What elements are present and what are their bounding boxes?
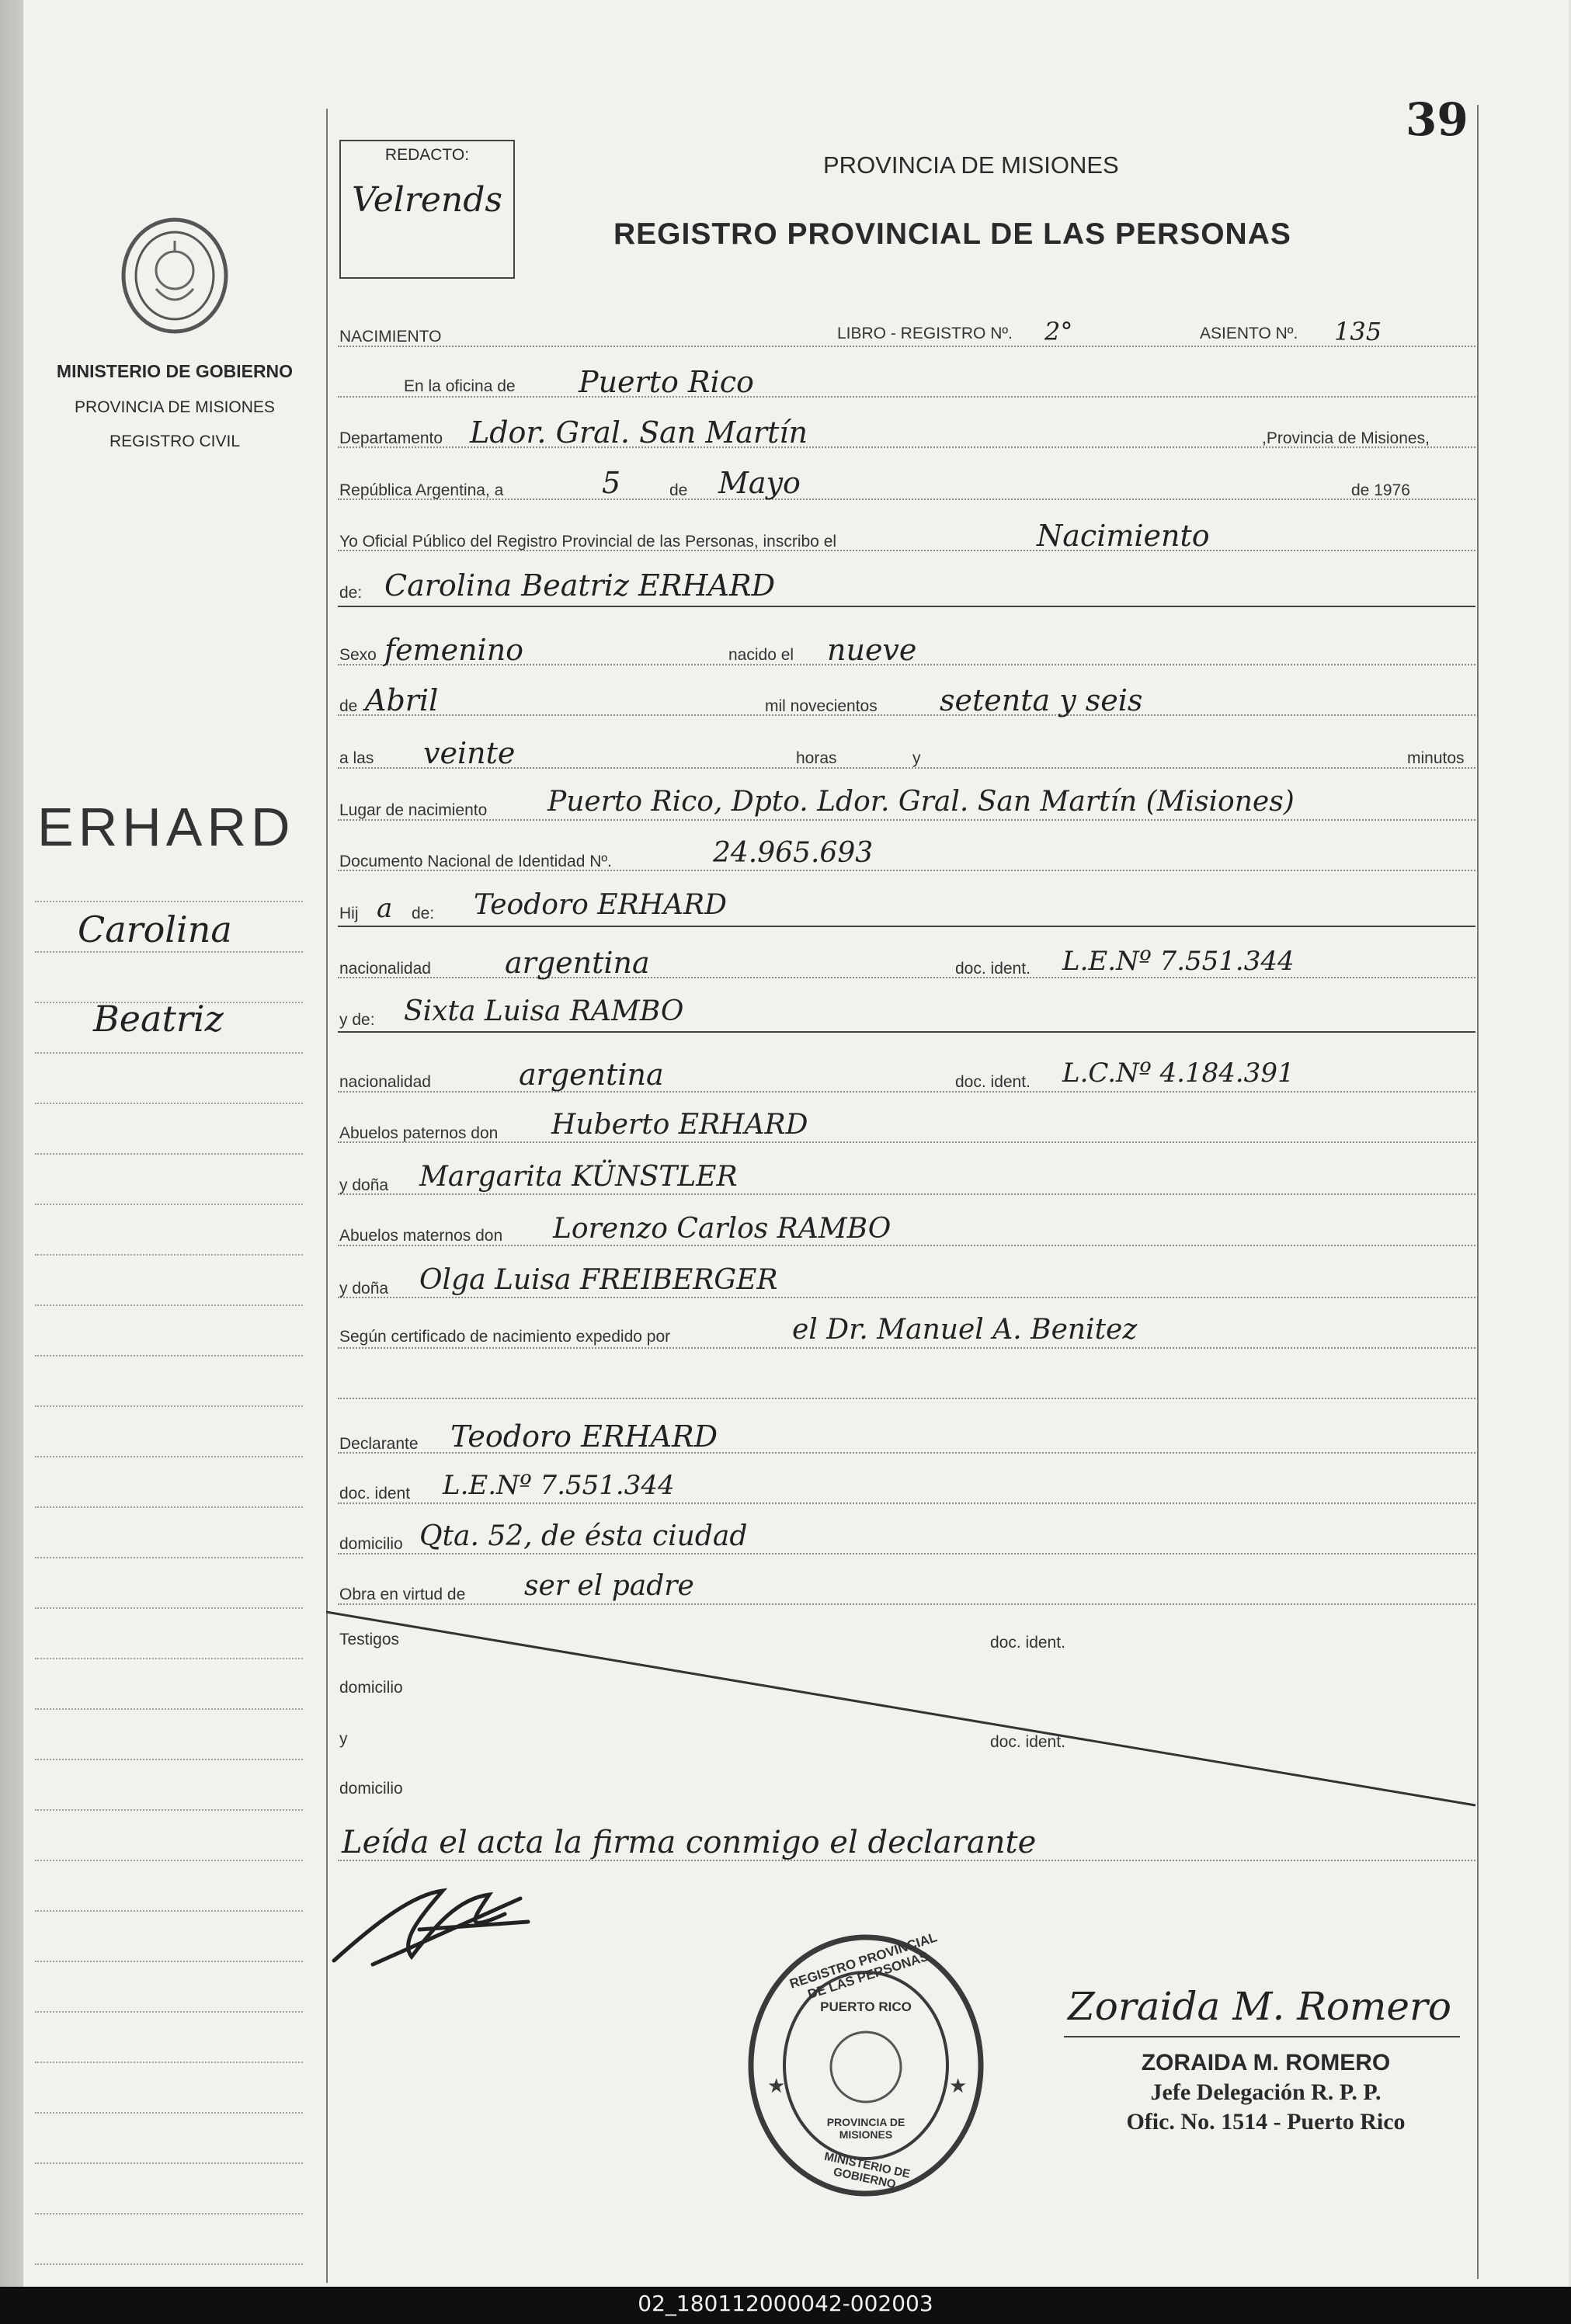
page-number: 39 bbox=[1406, 93, 1468, 146]
margin-name2: Beatriz bbox=[93, 998, 224, 1040]
hijo-label-a: Hij bbox=[339, 905, 359, 922]
certificado-label: Según certificado de nacimiento expedido por bbox=[339, 1328, 671, 1346]
margin-rule bbox=[35, 1910, 303, 1912]
dia-value: 5 bbox=[602, 466, 621, 500]
anio-label: de 1976 bbox=[1351, 481, 1410, 499]
row-rule bbox=[338, 1091, 1475, 1093]
departamento-value: Ldor. Gral. San Martín bbox=[470, 415, 808, 450]
header-province: PROVINCIA DE MISIONES bbox=[823, 151, 1119, 179]
obra-label: Obra en virtud de bbox=[339, 1586, 466, 1603]
margin-rule bbox=[35, 1002, 303, 1003]
acto-value: Nacimiento bbox=[1037, 519, 1210, 553]
margin-rule bbox=[35, 1103, 303, 1104]
ministry-province: PROVINCIA DE MISIONES bbox=[75, 398, 275, 416]
docident4-label: doc. ident. bbox=[990, 1634, 1065, 1652]
row-rule bbox=[338, 1193, 1475, 1195]
official-signature: Zoraida M. Romero bbox=[1068, 1984, 1451, 2029]
minutos-label: minutos bbox=[1407, 749, 1465, 767]
mil-label: mil novecientos bbox=[765, 697, 878, 715]
libro-value: 2° bbox=[1044, 317, 1073, 346]
coat-of-arms-icon bbox=[116, 217, 233, 334]
margin-name1: Carolina bbox=[78, 908, 232, 950]
declarante-value: Teodoro ERHARD bbox=[450, 1419, 718, 1454]
margin-rule bbox=[35, 1355, 303, 1357]
abuelo-mat-value: Lorenzo Carlos RAMBO bbox=[553, 1213, 892, 1245]
docident3-value: L.E.Nº 7.551.344 bbox=[443, 1470, 675, 1501]
row-rule bbox=[338, 1347, 1475, 1349]
row-rule bbox=[338, 1141, 1475, 1143]
docident3-label: doc. ident bbox=[339, 1485, 411, 1502]
stamp-inner-bottom: PROVINCIA DE MISIONES bbox=[826, 2116, 905, 2141]
ydona2-label: y doña bbox=[339, 1280, 389, 1297]
de2-label: de: bbox=[339, 584, 363, 602]
abuelos-pat-label: Abuelos paternos don bbox=[339, 1124, 499, 1142]
padre-underline bbox=[338, 926, 1475, 927]
margin-rule bbox=[35, 1658, 303, 1659]
nacido-value: nueve bbox=[827, 633, 917, 667]
docident2-label: doc. ident. bbox=[955, 1073, 1031, 1091]
row-rule bbox=[338, 346, 1475, 347]
margin-rule bbox=[35, 1405, 303, 1407]
redacto-label: REDACTO: bbox=[384, 146, 470, 164]
alas-label: a las bbox=[339, 749, 374, 767]
testigos-strikeout bbox=[326, 1607, 1479, 1809]
declarante-label: Declarante bbox=[339, 1435, 419, 1453]
abuelos-mat-label: Abuelos maternos don bbox=[339, 1227, 503, 1245]
horas-value: veinte bbox=[423, 736, 516, 770]
domicilio3-label: domicilio bbox=[339, 1780, 403, 1798]
margin-rule bbox=[35, 951, 303, 953]
row-rule bbox=[338, 1502, 1475, 1504]
certificado-value: el Dr. Manuel A. Benitez bbox=[792, 1314, 1138, 1346]
row-rule bbox=[338, 1553, 1475, 1555]
record-type-label: NACIMIENTO bbox=[339, 328, 442, 346]
departamento-label: Departamento bbox=[339, 429, 443, 447]
stamp-inner-top: PUERTO RICO bbox=[820, 1999, 912, 2014]
official-office: Ofic. No. 1514 - Puerto Rico bbox=[1126, 2109, 1406, 2135]
declarant-signature bbox=[326, 1879, 544, 1972]
margin-rule bbox=[35, 1860, 303, 1861]
margin-rule bbox=[35, 901, 303, 902]
nombre-value: Carolina Beatriz ERHARD bbox=[384, 568, 776, 603]
margin-rule bbox=[35, 1153, 303, 1155]
oficina-value: Puerto Rico bbox=[579, 365, 754, 399]
margin-rule bbox=[35, 1557, 303, 1558]
mes-value: Mayo bbox=[718, 466, 801, 500]
asiento-value: 135 bbox=[1334, 317, 1382, 346]
lugar-value: Puerto Rico, Dpto. Ldor. Gral. San Martín (Misiones) bbox=[547, 786, 1295, 818]
stamp-outer-text: REGISTRO PROVINCIAL DE LAS PERSONAS bbox=[787, 1930, 940, 2003]
margin-rule bbox=[35, 1809, 303, 1811]
margin-rule bbox=[35, 1204, 303, 1205]
oficial-text: Yo Oficial Público del Registro Provincial de las Personas, inscribo el bbox=[339, 533, 837, 551]
ministry-registry: REGISTRO CIVIL bbox=[109, 432, 241, 450]
margin-rule bbox=[35, 1961, 303, 1962]
sexo-label: Sexo bbox=[339, 646, 377, 664]
madre-value: Sixta Luisa RAMBO bbox=[404, 995, 684, 1027]
margin-rule bbox=[35, 2162, 303, 2164]
y2-label: y bbox=[339, 1730, 348, 1748]
row-rule bbox=[338, 396, 1475, 398]
ministry-title: MINISTERIO DE GOBIERNO bbox=[56, 361, 294, 381]
caption: 02_180112000042-002003 bbox=[638, 2291, 933, 2316]
obra-value: ser el padre bbox=[524, 1570, 694, 1602]
margin-rule bbox=[35, 2213, 303, 2215]
official-title: Jefe Delegación R. P. P. bbox=[1150, 2079, 1382, 2105]
header-title: REGISTRO PROVINCIAL DE LAS PERSONAS bbox=[613, 217, 1291, 251]
row-rule bbox=[338, 498, 1475, 500]
margin-rule bbox=[35, 1254, 303, 1256]
margin-rule bbox=[35, 1506, 303, 1508]
hijo-label-b: de: bbox=[412, 905, 435, 922]
row-rule bbox=[338, 714, 1475, 716]
row-rule bbox=[338, 1297, 1475, 1298]
libro-label: LIBRO - REGISTRO Nº. bbox=[837, 325, 1013, 342]
margin-surname: ERHARD bbox=[37, 797, 295, 857]
domicilio-value: Qta. 52, de ésta ciudad bbox=[419, 1520, 748, 1552]
leida-value: Leída el acta la firma conmigo el declarante bbox=[342, 1825, 1037, 1860]
hijo-value: a bbox=[377, 893, 393, 924]
de3-label: de bbox=[339, 697, 358, 715]
mes-nac-value: Abril bbox=[365, 683, 439, 717]
row-rule bbox=[338, 1603, 1475, 1605]
testigos-label: Testigos bbox=[339, 1631, 400, 1648]
madre-underline bbox=[338, 1031, 1475, 1033]
form-right-rule bbox=[1477, 105, 1479, 2279]
row-rule bbox=[338, 819, 1475, 821]
lugar-label: Lugar de nacimiento bbox=[339, 801, 488, 819]
stamp-bottom-text: MINISTERIO DE GOBIERNO bbox=[822, 2149, 912, 2192]
anio-nac-value: setenta y seis bbox=[940, 683, 1143, 717]
row-rule bbox=[338, 1245, 1475, 1246]
documento-label: Documento Nacional de Identidad Nº. bbox=[339, 853, 612, 870]
margin-rule bbox=[35, 1607, 303, 1609]
domicilio2-label: domicilio bbox=[339, 1679, 403, 1697]
padre-value: Teodoro ERHARD bbox=[474, 889, 727, 921]
sexo-value: femenino bbox=[384, 633, 524, 667]
documento-value: 24.965.693 bbox=[713, 837, 874, 869]
docident5-label: doc. ident. bbox=[990, 1733, 1065, 1751]
abuelo-pat-value: Huberto ERHARD bbox=[551, 1109, 808, 1141]
docident1-label: doc. ident. bbox=[955, 960, 1031, 978]
official-name: ZORAIDA M. ROMERO bbox=[1141, 2050, 1391, 2076]
nacido-label: nacido el bbox=[728, 646, 794, 664]
de-label: de bbox=[669, 481, 688, 499]
margin-rule bbox=[35, 2263, 303, 2265]
nacionalidad-label: nacionalidad bbox=[339, 960, 431, 978]
row-rule bbox=[338, 1398, 1475, 1399]
y-label: y bbox=[912, 749, 921, 767]
docident1-value: L.E.Nº 7.551.344 bbox=[1062, 946, 1295, 977]
nacionalidad2-value: argentina bbox=[519, 1058, 664, 1092]
svg-text:★: ★ bbox=[767, 2074, 786, 2097]
margin-rule bbox=[35, 1052, 303, 1054]
docident2-value: L.C.Nº 4.184.391 bbox=[1062, 1058, 1295, 1089]
margin-rule bbox=[35, 2062, 303, 2063]
redacto-box bbox=[339, 140, 515, 279]
abuela-mat-value: Olga Luisa FREIBERGER bbox=[419, 1264, 778, 1296]
name-underline bbox=[338, 606, 1475, 607]
redacto-signature: Velrends bbox=[351, 180, 502, 220]
oficina-label: En la oficina de bbox=[404, 377, 516, 395]
nacionalidad2-label: nacionalidad bbox=[339, 1073, 431, 1091]
margin-rule bbox=[35, 1456, 303, 1457]
signature-line bbox=[1064, 2036, 1460, 2037]
margin-rule bbox=[35, 1759, 303, 1760]
ydona-label: y doña bbox=[339, 1176, 389, 1194]
margin-rule bbox=[35, 2112, 303, 2114]
svg-text:★: ★ bbox=[949, 2074, 968, 2097]
horas-label: horas bbox=[796, 749, 837, 767]
republica-label: República Argentina, a bbox=[339, 481, 504, 499]
margin-rule bbox=[35, 2011, 303, 2013]
asiento-label: ASIENTO Nº. bbox=[1200, 325, 1298, 342]
yde-label: y de: bbox=[339, 1011, 375, 1029]
official-stamp bbox=[746, 1930, 986, 2197]
domicilio-label: domicilio bbox=[339, 1535, 403, 1553]
abuela-pat-value: Margarita KÜNSTLER bbox=[419, 1161, 738, 1193]
margin-rule bbox=[35, 1708, 303, 1710]
provincia-suffix: ,Provincia de Misiones, bbox=[1262, 429, 1430, 447]
margin-rule bbox=[35, 1304, 303, 1306]
nacionalidad1-value: argentina bbox=[505, 946, 650, 980]
